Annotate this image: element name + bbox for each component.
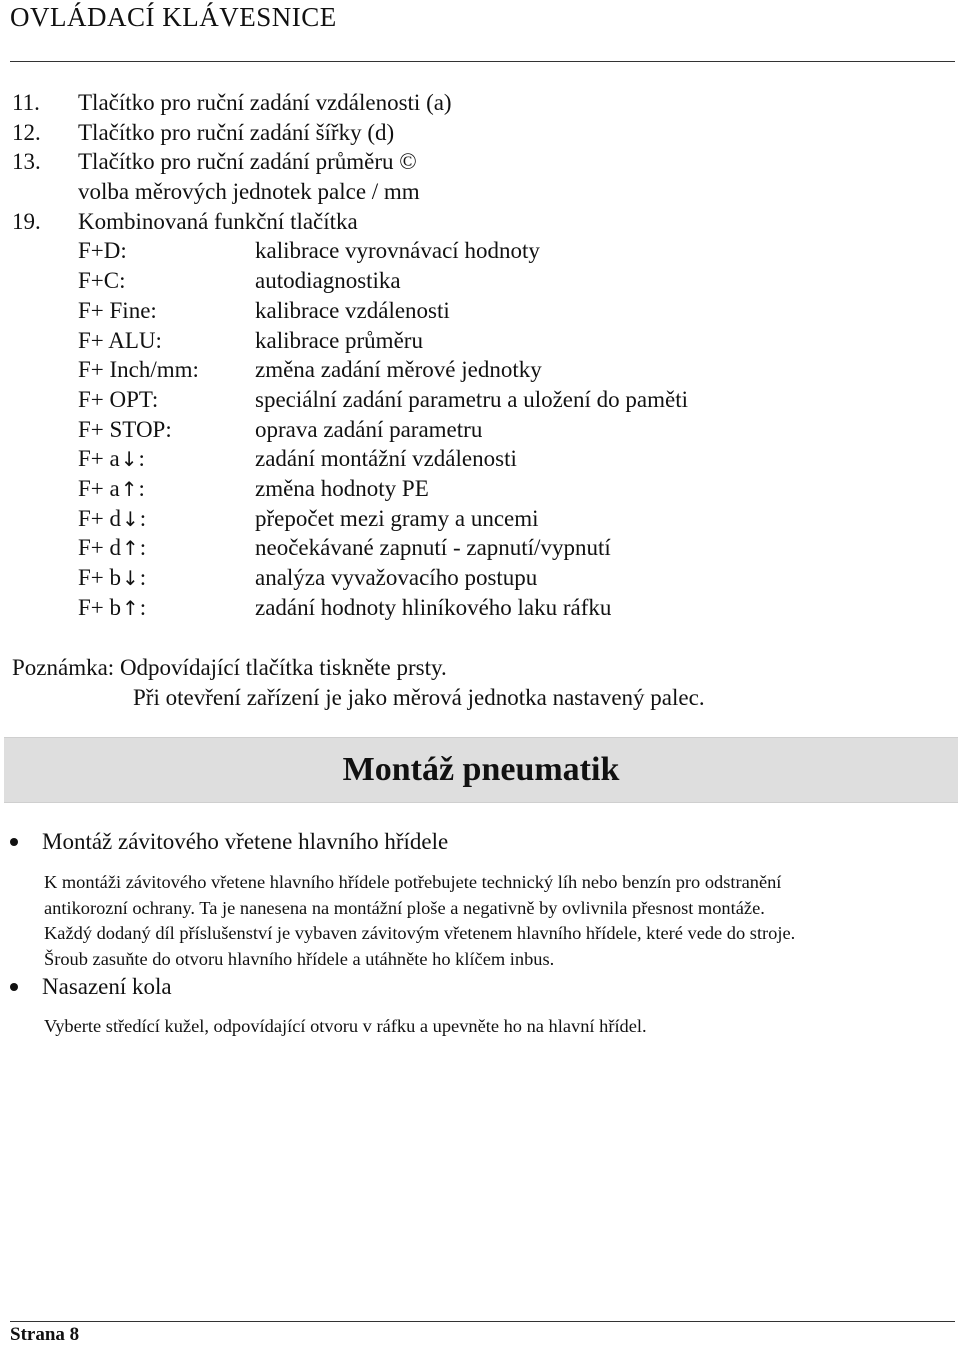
combo-key-label: F+ b [78, 565, 122, 590]
arrow-down-icon: ↓ [122, 506, 139, 531]
bullet-icon [10, 838, 18, 846]
combo-desc: zadání hodnoty hliníkového laku ráfku [255, 594, 612, 620]
combo-desc: neočekávané zapnutí - zapnutí/vypnutí [255, 535, 611, 561]
list-item [12, 147, 952, 177]
key-list [12, 88, 952, 622]
item-text: Kombinovaná funkční tlačítka [78, 208, 358, 234]
paragraph [44, 1014, 956, 1040]
combo-key-suffix: : [139, 535, 147, 561]
combo-key-label: F+ a [78, 446, 120, 472]
header-divider [10, 61, 955, 62]
combo-key-suffix: : [138, 446, 145, 472]
arrow-up-icon: ↑ [120, 476, 138, 501]
combo-desc: kalibrace průměru [255, 327, 423, 353]
combo-key: F+C: [78, 268, 126, 294]
bullet-heading-text: Montáž závitového vřetene hlavního hřídele [42, 829, 449, 854]
combo-key-label: F+ b [78, 594, 122, 620]
combo-key-suffix: : [139, 505, 147, 531]
item-number: 11. [12, 90, 40, 115]
combo-desc: zadání montážní vzdálenosti [255, 446, 517, 472]
item-text: volba měrových jednotek palce / mm [78, 179, 420, 205]
bullet-heading-text: Nasazení kola [42, 974, 172, 999]
item-text: Tlačítko pro ruční zadání vzdálenosti (a) [78, 90, 452, 115]
combo-key: F+D: [78, 238, 127, 264]
arrow-up-icon: ↑ [122, 595, 139, 620]
combo-row [12, 355, 952, 385]
combo-row [12, 533, 952, 563]
combo-key [78, 593, 146, 624]
note [12, 653, 705, 713]
paragraph-line: Šroub zasuňte do otvoru hlavního hřídele a utáhněte ho klíčem inbus. [44, 948, 555, 969]
paragraph-line: antikorozní ochrany. Ta je nanesena na montážní ploše a negativně by ovlivnila přesnost montáže. [44, 897, 765, 918]
combo-row [12, 385, 952, 415]
combo-key: F+ ALU: [78, 327, 162, 353]
combo-key-label: F+ d [78, 505, 122, 531]
note-line: Poznámka: Odpovídající tlačítka tiskněte prsty. [12, 655, 447, 680]
note-line: Při otevření zařízení je jako měrová jednotka nastavený palec. [133, 685, 705, 710]
combo-row [12, 593, 952, 623]
bullet-icon [10, 983, 18, 991]
combo-desc: autodiagnostika [255, 268, 401, 294]
combo-desc: kalibrace vyrovnávací hodnoty [255, 238, 540, 264]
combo-desc: kalibrace vzdálenosti [255, 297, 450, 323]
item-text: Tlačítko pro ruční zadání šířky (d) [78, 119, 395, 145]
combo-key [78, 533, 146, 564]
combo-row [12, 444, 952, 474]
combo-desc: přepočet mezi gramy a uncemi [255, 505, 539, 531]
combo-key [78, 563, 146, 594]
combo-key: F+ STOP: [78, 416, 172, 442]
bullet-heading [10, 974, 172, 1000]
combo-row [12, 563, 952, 593]
arrow-down-icon: ↓ [120, 447, 138, 472]
page-number: Strana 8 [10, 1324, 80, 1345]
combo-row [12, 296, 952, 326]
arrow-down-icon: ↓ [122, 566, 139, 590]
item-number: 19. [12, 208, 41, 234]
combo-key-label: F+ a [78, 475, 120, 501]
item-number: 13. [12, 149, 41, 175]
combo-key [78, 474, 145, 505]
bullet-heading [10, 829, 448, 855]
combo-row [12, 415, 952, 445]
list-item [12, 207, 952, 237]
combo-row [12, 266, 952, 296]
paragraph [44, 870, 956, 972]
paragraph-line: K montáži závitového vřetene hlavního hřídele potřebujete technický líh nebo benzín pro odstranění [44, 872, 782, 892]
combo-desc: změna zadání měrové jednotky [255, 357, 542, 383]
combo-row [12, 236, 952, 266]
combo-key-label: F+ d [78, 535, 122, 561]
combo-key: F+ Fine: [78, 297, 157, 323]
section-title: Montáž pneumatik [342, 751, 620, 788]
list-item [12, 118, 952, 148]
combo-desc: oprava zadání parametru [255, 416, 483, 442]
page-title: OVLÁDACÍ KLÁVESNICE [10, 2, 337, 32]
combo-key: F+ Inch/mm: [78, 357, 199, 383]
footer-divider [10, 1321, 955, 1322]
combo-desc: analýza vyvažovacího postupu [255, 565, 538, 590]
combo-key [78, 504, 146, 535]
section-banner [4, 737, 958, 803]
paragraph-line: Vyberte středící kužel, odpovídající otvoru v ráfku a upevněte ho na hlavní hřídel. [44, 1016, 647, 1036]
combo-key [78, 444, 145, 475]
combo-key-suffix: : [139, 565, 147, 590]
combo-row [12, 326, 952, 356]
combo-key-suffix: : [138, 475, 145, 501]
combo-key: F+ OPT: [78, 386, 159, 412]
combo-key-suffix: : [139, 594, 147, 620]
arrow-up-icon: ↑ [122, 536, 139, 561]
combo-desc: speciální zadání parametru a uložení do paměti [255, 386, 688, 412]
combo-desc: změna hodnoty PE [255, 475, 429, 501]
combo-row [12, 474, 952, 504]
paragraph-line: Každý dodaný díl příslušenství je vybaven závitovým vřetenem hlavního hřídele, které vede do stroje. [44, 923, 796, 944]
list-item [12, 177, 952, 207]
combo-row [12, 504, 952, 534]
item-text: Tlačítko pro ruční zadání průměru © [78, 149, 417, 175]
list-item [12, 88, 952, 118]
item-number: 12. [12, 119, 41, 145]
